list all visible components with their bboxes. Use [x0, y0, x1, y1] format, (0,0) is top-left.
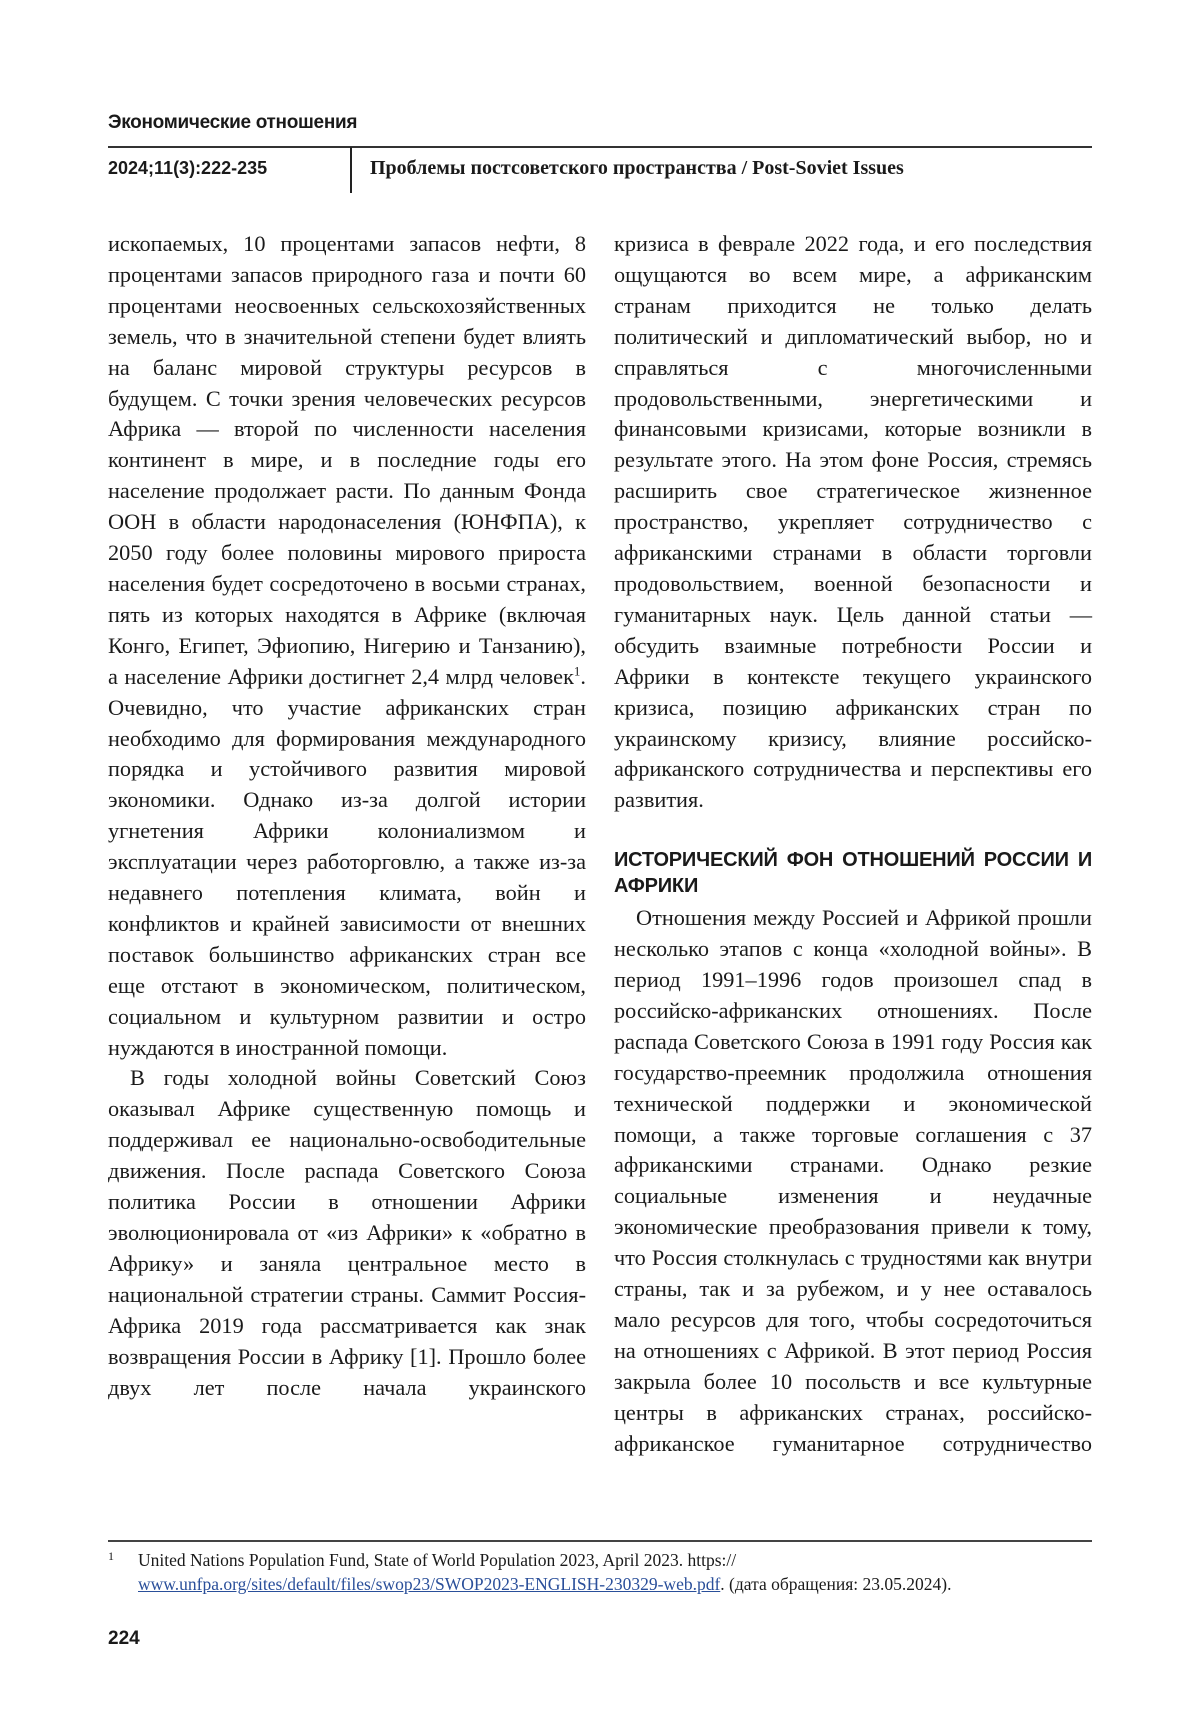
paragraph: Отношения между Россией и Африкой прошли несколько этапов с конца «холодной войны». В период 1991–1996 годов произошел спад в российско-африканских отношениях. После распада Советского Союза в 1991 году Россия как государство-преемник продолжила отношения технической поддержки и экономической помощи, а также торговые соглашения с 37 африканскими странами. Однако резкие социальные изменения и неудачные экономические преобразования привели к тому, что Россия столкнулась с трудностями как внутри страны, так и за рубежом, и у нее оставалось мало ресурсов для того, чтобы сосредоточиться на отношениях с Африкой. В этот период Россия закрыла более 10 посольств и все культурные центры в африканских странах, российско-африканское гуманитарное сотрудничество — [614, 903, 1092, 1459]
footnote — [108, 1548, 1092, 1596]
footnote-number: 1 — [108, 1544, 114, 1568]
header-divider — [350, 147, 352, 193]
footnote-link[interactable]: www.unfpa.org/sites/default/files/swop23/SWOP2023-ENGLISH-230329-web.pdf — [138, 1574, 720, 1594]
footnote-ref[interactable]: 1 — [574, 663, 581, 678]
issue-info: 2024;11(3):222-235 — [108, 158, 267, 179]
section-heading: ИСТОРИЧЕСКИЙ ФОН ОТНОШЕНИЙ РОССИИ И АФРИКИ — [614, 847, 1092, 899]
footnote-rule — [108, 1540, 1092, 1542]
paragraph: кризиса в феврале 2022 года, и его последствия ощущаются во всем мире, а африканским странам приходится не только делать политический и дипломатический выбор, но и справляться с многочисленными продовольственными, энергетическими и финансовыми кризисами, которые возникли в результате этого. На этом фоне Россия, стремясь расширить свое стратегическое жизненное пространство, укрепляет сотрудничество с африканскими странами в области торговли продовольствием, военной безопасности и гуманитарных наук. Цель данной статьи — обсудить взаимные потребности России и Африки в контексте текущего украинского кризиса, позицию африканских стран по украинскому кризису, влияние российско-африканского сотрудничества и перспективы его развития. — [614, 229, 1092, 816]
paragraph — [108, 229, 586, 1063]
paragraph-text: . Очевидно, что участие африканских стран необходимо для формирования международного порядка и устойчивого развития мировой экономики. Однако из-за долгой истории угнетения Африки колониализмом и эксплуатации через работорговлю, а также из-за недавнего потепления климата, войн и конфликтов и крайней зависимости от внешних поставок большинство африканских стран все еще отстают в экономическом, политическом, социальном и культурном развитии и остро нуждаются в иностранной помощи. — [108, 664, 586, 1060]
right-column — [614, 229, 1092, 1460]
left-column — [108, 229, 586, 1403]
section-title: Экономические отношения — [108, 112, 357, 134]
footnote-suffix: . (дата обращения: 23.05.2024). — [720, 1574, 951, 1594]
header-rule — [108, 146, 1092, 148]
page-number: 224 — [108, 1628, 140, 1650]
paragraph-text: ископаемых, 10 процентами запасов нефти, 8 процентами запасов природного газа и почти 60 процентами неосвоенных сельскохозяйственных земель, что в значительной степени будет влиять на баланс мировой структуры ресурсов в будущем. С точки зрения человеческих ресурсов Африка — второй по численности населения континент в мире, и в последние годы его население продолжает расти. По данным Фонда ООН в области народонаселения (ЮНФПА), к 2050 году более половины мирового прироста населения будет сосредоточено в восьми странах, пять из которых находятся в Африке (включая Конго, Египет, Эфиопию, Нигерию и Танзанию), а население Африки достигнет 2,4 млрд человек — [108, 231, 586, 689]
footnote-text: United Nations Population Fund, State of World Population 2023, April 2023. https:// — [138, 1550, 736, 1570]
paragraph: В годы холодной войны Советский Союз оказывал Африке существенную помощь и поддерживал ее национально-освободительные движения. После распада Советского Союза политика России в отношении Африки эволюционировала от «из Африки» к «обратно в Африку» и заняла центральное место в национальной стратегии страны. Саммит Россия-Африка 2019 года рассматривается как знак возвращения России в Африку [1]. Прошло более двух лет после начала украинского — [108, 1063, 586, 1403]
journal-title: Проблемы постсоветского пространства / Post-Soviet Issues — [370, 157, 904, 180]
